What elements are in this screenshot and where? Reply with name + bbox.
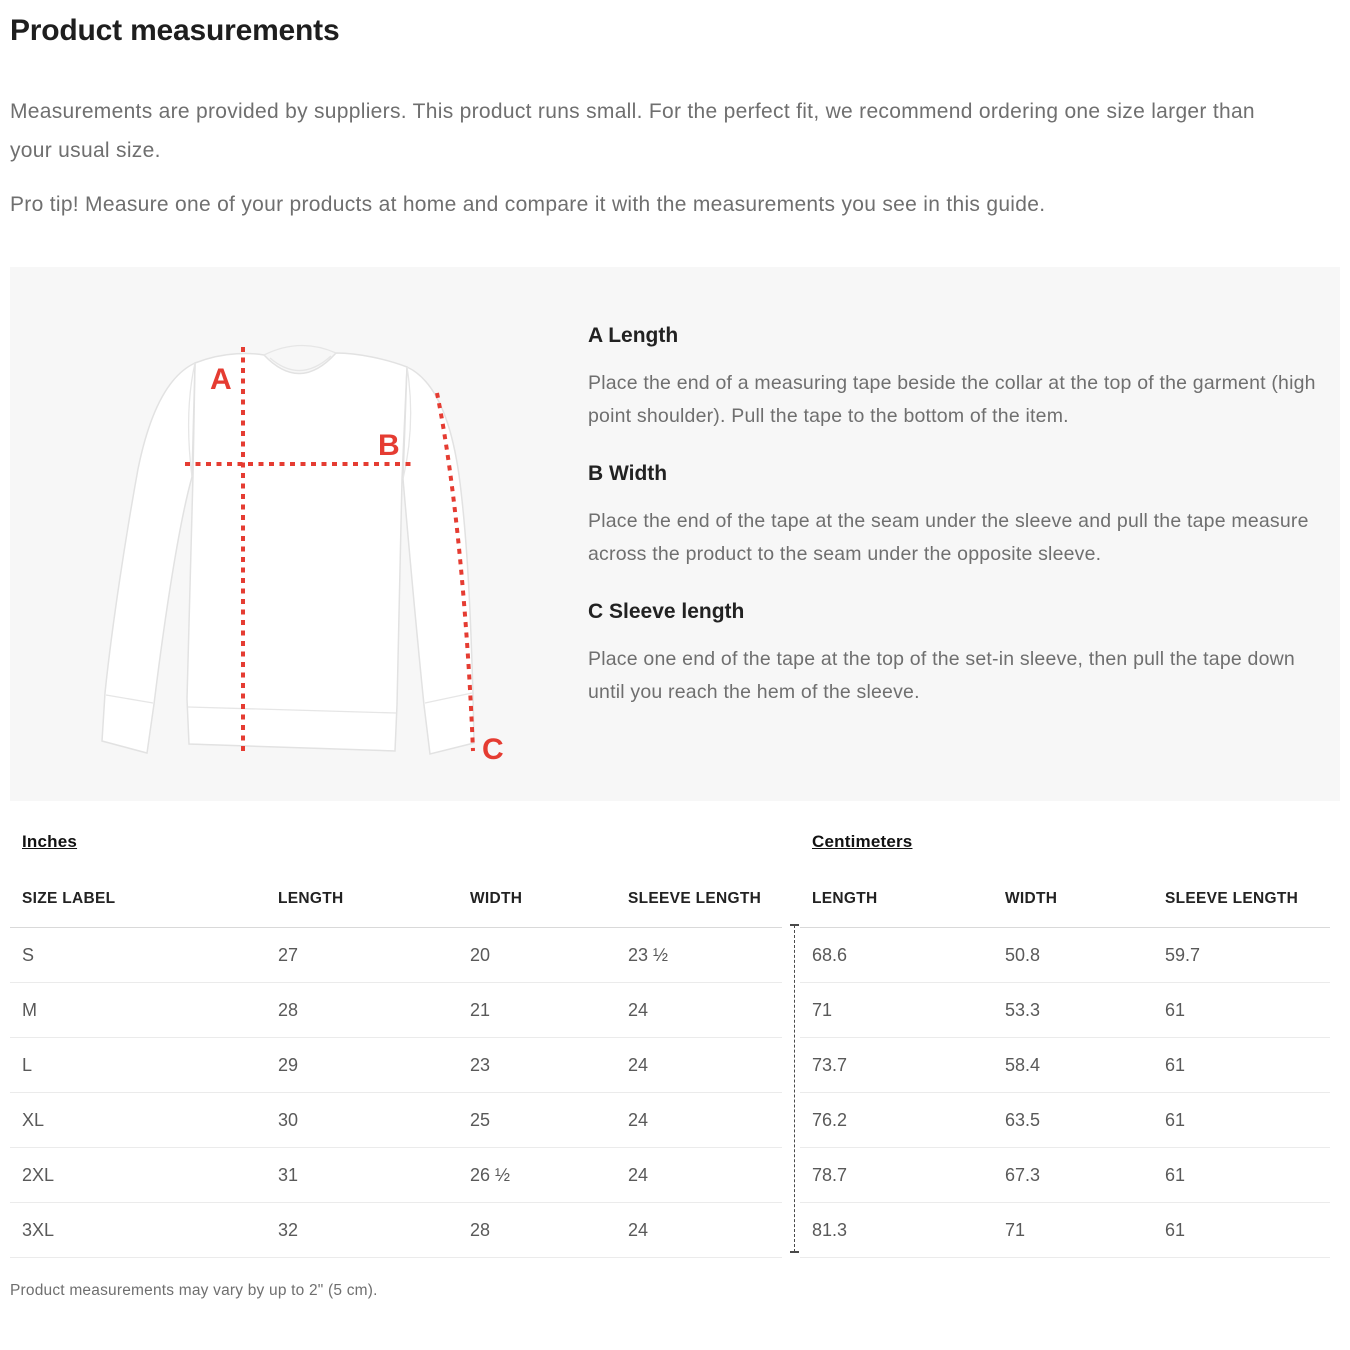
inches-title: Inches [22, 832, 78, 851]
table-cell: 24 [616, 1093, 782, 1148]
size-tables [10, 832, 1340, 1258]
column-header: SLEEVE LENGTH [616, 890, 782, 928]
table-cell: 25 [458, 1093, 616, 1148]
table-cell: 58.4 [993, 1038, 1153, 1093]
table-cell: 26 ½ [458, 1148, 616, 1203]
table-row [800, 1203, 1330, 1258]
table-cell: 71 [800, 983, 993, 1038]
table-cell: 67.3 [993, 1148, 1153, 1203]
table-row [10, 928, 782, 983]
table-cell: 76.2 [800, 1093, 993, 1148]
table-row [10, 983, 782, 1038]
right-sleeve [403, 367, 474, 754]
table-cell: 61 [1153, 1148, 1330, 1203]
centimeters-table [800, 890, 1330, 1258]
table-cell: 27 [266, 928, 458, 983]
label-a: A [210, 363, 232, 396]
table-cell: 28 [458, 1203, 616, 1258]
table-cell: S [10, 928, 266, 983]
table-cell: 2XL [10, 1148, 266, 1203]
table-cell: M [10, 983, 266, 1038]
table-row [800, 1038, 1330, 1093]
centimeters-title: Centimeters [812, 832, 913, 851]
table-cell: 24 [616, 1203, 782, 1258]
measurement-instructions [588, 323, 1329, 737]
table-cell: 68.6 [800, 928, 993, 983]
table-cell: XL [10, 1093, 266, 1148]
table-row [800, 1093, 1330, 1148]
column-header: SIZE LABEL [10, 890, 266, 928]
table-cell: 63.5 [993, 1093, 1153, 1148]
table-cell: 59.7 [1153, 928, 1330, 983]
table-cell: 61 [1153, 1203, 1330, 1258]
table-cell: 53.3 [993, 983, 1153, 1038]
table-cell: 23 [458, 1038, 616, 1093]
header-row [10, 890, 782, 928]
sleeve-length-heading: C Sleeve length [588, 600, 745, 623]
label-b: B [378, 429, 400, 462]
table-cell: 24 [616, 983, 782, 1038]
table-cell: 32 [266, 1203, 458, 1258]
table-cell: 61 [1153, 1093, 1330, 1148]
table-cell: 31 [266, 1148, 458, 1203]
sweatshirt-body [187, 353, 407, 751]
table-cell: 78.7 [800, 1148, 993, 1203]
table-row [10, 1203, 782, 1258]
column-header: LENGTH [800, 890, 993, 928]
header-row [800, 890, 1330, 928]
measurement-diagram-panel [10, 267, 1340, 801]
table-cell: 24 [616, 1148, 782, 1203]
inches-table [10, 890, 782, 1258]
inches-table-section [10, 832, 800, 1258]
label-c: C [482, 733, 504, 766]
collar-seam [264, 345, 336, 355]
table-cell: 61 [1153, 983, 1330, 1038]
tables-divider [794, 925, 795, 1252]
table-cell: 61 [1153, 1038, 1330, 1093]
table-row [10, 1093, 782, 1148]
table-cell: 50.8 [993, 928, 1153, 983]
column-header: WIDTH [458, 890, 616, 928]
table-cell: 21 [458, 983, 616, 1038]
column-header: LENGTH [266, 890, 458, 928]
table-cell: 29 [266, 1038, 458, 1093]
table-row [800, 1148, 1330, 1203]
column-header: WIDTH [993, 890, 1153, 928]
length-description: Place the end of a measuring tape beside the collar at the top of the garment (high point shoulder). Pull the tape to the bottom of the item. [588, 372, 1316, 427]
table-cell: 71 [993, 1203, 1153, 1258]
table-cell: 73.7 [800, 1038, 993, 1093]
length-heading: A Length [588, 324, 679, 347]
sleeve-length-description: Place one end of the tape at the top of the set-in sleeve, then pull the tape down until you reach the hem of the sleeve. [588, 648, 1295, 703]
table-row [800, 983, 1330, 1038]
pro-tip-paragraph: Pro tip! Measure one of your products at home and compare it with the measurements you see in this guide. [10, 193, 1046, 216]
footnote: Product measurements may vary by up to 2" (5 cm). [10, 1282, 378, 1299]
table-row [10, 1038, 782, 1093]
page-title: Product measurements [10, 14, 340, 47]
table-cell: 24 [616, 1038, 782, 1093]
table-cell: L [10, 1038, 266, 1093]
table-row [10, 1148, 782, 1203]
table-cell: 81.3 [800, 1203, 993, 1258]
left-sleeve [102, 363, 195, 753]
table-cell: 3XL [10, 1203, 266, 1258]
width-heading: B Width [588, 462, 668, 485]
table-cell: 28 [266, 983, 458, 1038]
column-header: SLEEVE LENGTH [1153, 890, 1330, 928]
table-cell: 20 [458, 928, 616, 983]
sweatshirt-diagram [90, 327, 510, 767]
intro-paragraph: Measurements are provided by suppliers. This product runs small. For the perfect fit, we recommend ordering one size larger than your usual size. [10, 100, 1255, 162]
width-description: Place the end of the tape at the seam under the sleeve and pull the tape measure across the product to the seam under the opposite sleeve. [588, 510, 1309, 565]
table-cell: 30 [266, 1093, 458, 1148]
table-cell: 23 ½ [616, 928, 782, 983]
table-row [800, 928, 1330, 983]
centimeters-table-section [800, 832, 1340, 1258]
